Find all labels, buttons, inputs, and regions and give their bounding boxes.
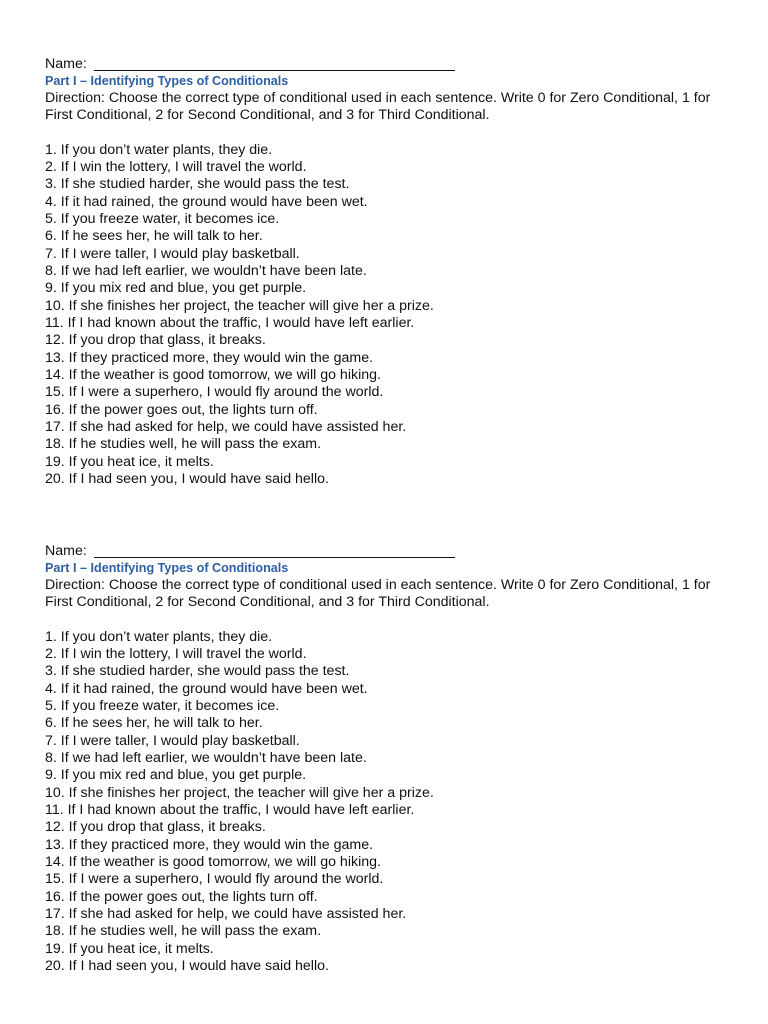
question-item: 3. If she studied harder, she would pass the test. (45, 663, 350, 680)
question-item: 20. If I had seen you, I would have said hello. (45, 471, 329, 488)
direction-text: Direction: Choose the correct type of conditional used in each sentence. Write 0 for Zero Conditional, 1 for First Conditional, 2 for Second Conditional, and 3 for Third Conditional. (45, 577, 711, 611)
question-item: 6. If he sees her, he will talk to her. (45, 228, 263, 245)
question-item: 11. If I had known about the traffic, I would have left earlier. (45, 802, 415, 819)
question-item: 16. If the power goes out, the lights turn off. (45, 401, 318, 418)
question-item: 6. If he sees her, he will talk to her. (45, 715, 263, 732)
question-item: 5. If you freeze water, it becomes ice. (45, 210, 280, 227)
question-item: 19. If you heat ice, it melts. (45, 940, 214, 957)
name-blank-line[interactable] (94, 56, 455, 71)
question-item: 10. If she finishes her project, the teacher will give her a prize. (45, 784, 434, 801)
part-title: Part I – Identifying Types of Conditionals (45, 74, 289, 88)
question-item: 2. If I win the lottery, I will travel the world. (45, 158, 307, 175)
name-field (45, 541, 735, 560)
worksheet-top (45, 54, 735, 488)
question-item: 16. If the power goes out, the lights turn off. (45, 888, 318, 905)
name-label: Name: (45, 543, 91, 559)
question-item: 13. If they practiced more, they would win the game. (45, 349, 374, 366)
question-item: 4. If it had rained, the ground would have been wet. (45, 193, 368, 210)
direction-text: Direction: Choose the correct type of conditional used in each sentence. Write 0 for Zero Conditional, 1 for First Conditional, 2 for Second Conditional, and 3 for Third Conditional. (45, 90, 711, 124)
question-item: 1. If you don’t water plants, they die. (45, 141, 273, 158)
question-item: 15. If I were a superhero, I would fly around the world. (45, 871, 384, 888)
question-item: 4. If it had rained, the ground would have been wet. (45, 680, 368, 697)
question-item: 12. If you drop that glass, it breaks. (45, 819, 266, 836)
question-list (45, 142, 735, 489)
question-item: 1. If you don’t water plants, they die. (45, 628, 273, 645)
question-item: 5. If you freeze water, it becomes ice. (45, 697, 280, 714)
name-label: Name: (45, 56, 91, 72)
worksheet-bottom (45, 541, 735, 975)
question-item: 7. If I were taller, I would play basketball. (45, 732, 300, 749)
part-title: Part I – Identifying Types of Conditionals (45, 561, 289, 575)
question-item: 10. If she finishes her project, the teacher will give her a prize. (45, 297, 434, 314)
name-blank-line[interactable] (94, 543, 455, 558)
question-item: 9. If you mix red and blue, you get purple. (45, 280, 307, 297)
question-item: 9. If you mix red and blue, you get purple. (45, 767, 307, 784)
question-item: 8. If we had left earlier, we wouldn’t have been late. (45, 263, 367, 279)
question-item: 11. If I had known about the traffic, I would have left earlier. (45, 315, 415, 332)
question-item: 17. If she had asked for help, we could have assisted her. (45, 419, 407, 436)
question-item: 2. If I win the lottery, I will travel the world. (45, 645, 307, 662)
question-item: 18. If he studies well, he will pass the exam. (45, 923, 322, 940)
question-item: 17. If she had asked for help, we could have assisted her. (45, 906, 407, 923)
question-item: 13. If they practiced more, they would win the game. (45, 836, 374, 853)
question-item: 19. If you heat ice, it melts. (45, 453, 214, 470)
question-list (45, 629, 735, 976)
question-item: 15. If I were a superhero, I would fly around the world. (45, 384, 384, 401)
question-item: 8. If we had left earlier, we wouldn’t have been late. (45, 750, 367, 766)
question-item: 14. If the weather is good tomorrow, we will go hiking. (45, 854, 381, 871)
question-item: 20. If I had seen you, I would have said hello. (45, 958, 329, 975)
question-item: 12. If you drop that glass, it breaks. (45, 332, 266, 349)
question-item: 18. If he studies well, he will pass the exam. (45, 436, 322, 453)
name-field (45, 54, 735, 73)
question-item: 7. If I were taller, I would play basketball. (45, 245, 300, 262)
question-item: 14. If the weather is good tomorrow, we will go hiking. (45, 367, 381, 384)
question-item: 3. If she studied harder, she would pass the test. (45, 176, 350, 193)
